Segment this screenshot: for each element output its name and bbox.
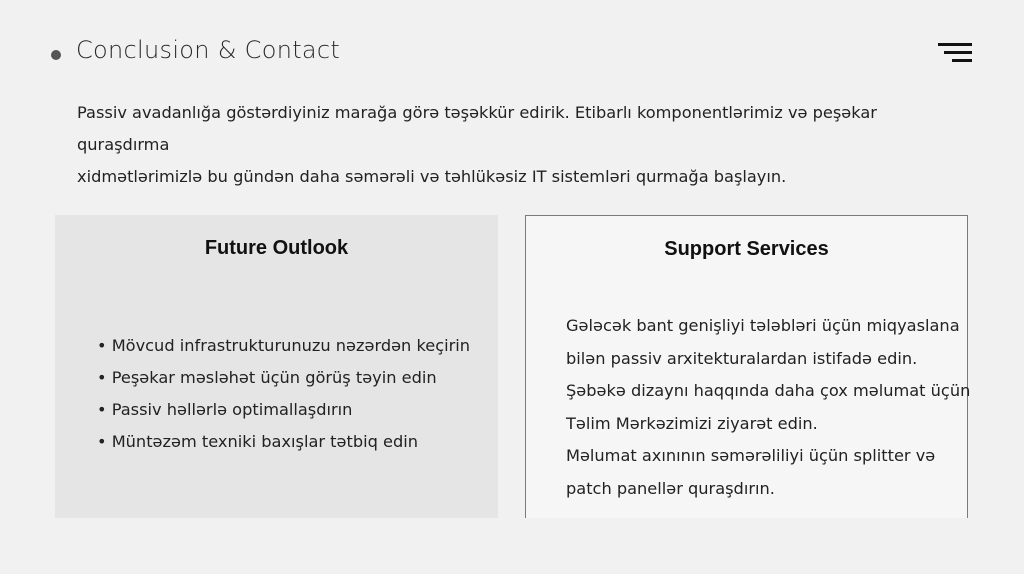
page-title: Conclusion & Contact [76,36,341,64]
support-services-text [566,310,971,505]
support-line: Təlim Mərkəzimizi ziyarət edin. [566,413,818,433]
list-item: • Müntəzəm texniki baxışlar tətbiq edin [97,426,470,458]
support-line: Gələcək bant genişliyi tələbləri üçün miqyaslana [566,316,960,335]
intro-line: xidmətlərimizlə bu gündən daha səmərəli və təhlükəsiz IT sistemləri qurmağa başlayın. [77,167,787,186]
title-bullet-dot [51,50,61,60]
list-item: • Mövcud infrastrukturunuzu nəzərdən keçirin [97,330,470,362]
support-line: Şəbəkə dizaynı haqqında daha çox məlumat üçün [566,381,971,400]
menu-line [938,43,972,46]
future-outlook-card [55,215,498,518]
list-item: • Passiv həllərlə optimallaşdırın [97,394,470,426]
support-line: patch panellər quraşdırın. [566,478,775,498]
menu-line [944,51,972,54]
support-line: bilən passiv arxitekturalardan istifadə edin. [566,348,918,368]
future-outlook-title: Future Outlook [204,237,349,259]
intro-line: Passiv avadanlığa göstərdiyiniz marağa görə təşəkkür edirik. Etibarlı komponentlərimiz və peşəkar quraşdırma [77,103,877,154]
intro-paragraph [77,97,967,193]
support-services-title: Support Services [664,238,829,260]
future-outlook-list [97,330,470,458]
list-item: • Peşəkar məsləhət üçün görüş təyin edin [97,362,470,394]
hamburger-menu-icon[interactable] [938,43,972,63]
support-services-card [525,215,971,518]
menu-line [952,59,972,62]
support-line: Məlumat axınının səmərəliliyi üçün splitter və [566,446,936,465]
